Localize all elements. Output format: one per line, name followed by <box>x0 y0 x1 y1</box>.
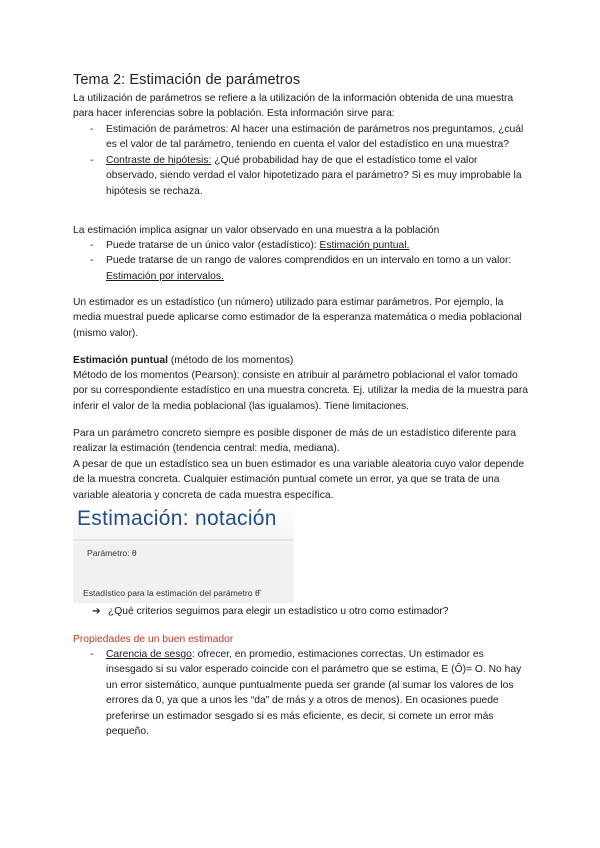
estimation-types-list <box>73 238 531 284</box>
notation-title: Estimación: notación <box>77 507 277 530</box>
use-text: ¿Qué probabilidad hay de que el estadístico tome el valor observado, siendo verdad el valor hipotetizado para el parámetro? Si es muy improbable la hipótesis se rechaza. <box>106 154 522 197</box>
use-text: Al hacer una estimación de parámetros nos preguntamos, ¿cuál es el valor de tal parámetro, teniendo en cuenta el valor del estadístico en una muestra? <box>106 124 524 151</box>
question-line <box>92 604 449 619</box>
list-item <box>73 238 531 253</box>
list-item <box>73 253 531 284</box>
question-text: ¿Qué criterios seguimos para elegir un estadístico u otro como estimador? <box>108 606 449 617</box>
notation-statistic: Estadístico para la estimación del parámetro θ̂ <box>83 588 260 598</box>
notation-header <box>73 504 294 544</box>
list-item <box>73 122 531 153</box>
concrete-parameter-paragraph: Para un parámetro concreto siempre es posible disponer de más de un estadístico diferente para realizar la estimación (tendencia central: media, mediana). <box>73 428 517 455</box>
dash-icon: - <box>90 240 94 251</box>
point-heading-note: (método de los momentos) <box>167 355 294 366</box>
notation-image <box>73 504 294 603</box>
arrow-icon: ➔ <box>92 606 101 617</box>
dash-icon: - <box>90 649 94 660</box>
property-label: Carencia de sesgo <box>106 649 192 660</box>
estimation-intro: La estimación implica asignar un valor observado en una muestra a la población <box>73 225 440 236</box>
properties-heading: Propiedades de un buen estimador <box>73 634 234 645</box>
use-label: Estimación de parámetros: <box>106 124 229 135</box>
properties-list <box>73 647 531 739</box>
estimator-definition: Un estimador es un estadístico (un número) utilizado para estimar parámetros. Por ejemplo, la media muestral puede aplicarse como estimador de la esperanza matemática o media poblacional (mismo valor). <box>73 297 522 339</box>
type-link: Estimación puntual. <box>319 240 410 251</box>
point-heading-bold: Estimación puntual <box>73 355 168 366</box>
type-link: Estimación por intervalos. <box>106 270 224 282</box>
list-item <box>73 647 531 739</box>
type-text: Puede tratarse de un rango de valores comprendidos en un intervalo en torno a un valor: <box>106 255 512 267</box>
notation-parameter: Parámetro: θ <box>87 548 137 558</box>
dash-icon: - <box>90 124 94 135</box>
list-item <box>73 153 531 199</box>
intro-paragraph: La utilización de parámetros se refiere a la utilización de la información obtenida de una muestra para hacer inferencias sobre la población. Esta información sirve para: <box>73 93 514 120</box>
notation-divider <box>73 539 294 541</box>
page-title: Tema 2: Estimación de parámetros <box>73 72 301 88</box>
point-estimation-heading <box>73 353 531 368</box>
random-variable-paragraph: A pesar de que un estadístico sea un buen estimador es una variable aleatoria cuyo valor depende de la muestra concreta. Cualquier estimación puntual comete un error, ya que se trata de una variable aleatoria y concreta de cada muestra específica. <box>73 459 525 501</box>
use-label: Contraste de hipótesis: <box>106 154 212 166</box>
property-text: : ofrecer, en promedio, estimaciones correctas. Un estimador es insesgado si su valor esperado coincide con el parámetro que se estima, E (Ô)= O. No hay un error sistemático, aunque puntualmente pueda ser grande (al sumar los valores de los errores da 0, ya que a unos les “da” de más y a otros de menos). En ocasiones puede preferirse un estimador sesgado si es más eficiente, es decir, si comete un error más pequeño. <box>106 649 522 738</box>
dash-icon: - <box>90 255 94 267</box>
point-estimation-text: Método de los momentos (Pearson): consiste en atribuir al parámetro poblacional el valor tomado por su correspondiente estadístico en una muestra concreta. Ej. utilizar la media de la muestra para inferir el valor de la media poblacional (las igualamos). Tiene limitaciones. <box>73 370 529 412</box>
uses-list <box>73 122 531 199</box>
type-text: Puede tratarse de un único valor (estadístico): <box>106 240 320 251</box>
dash-icon: - <box>90 154 94 166</box>
